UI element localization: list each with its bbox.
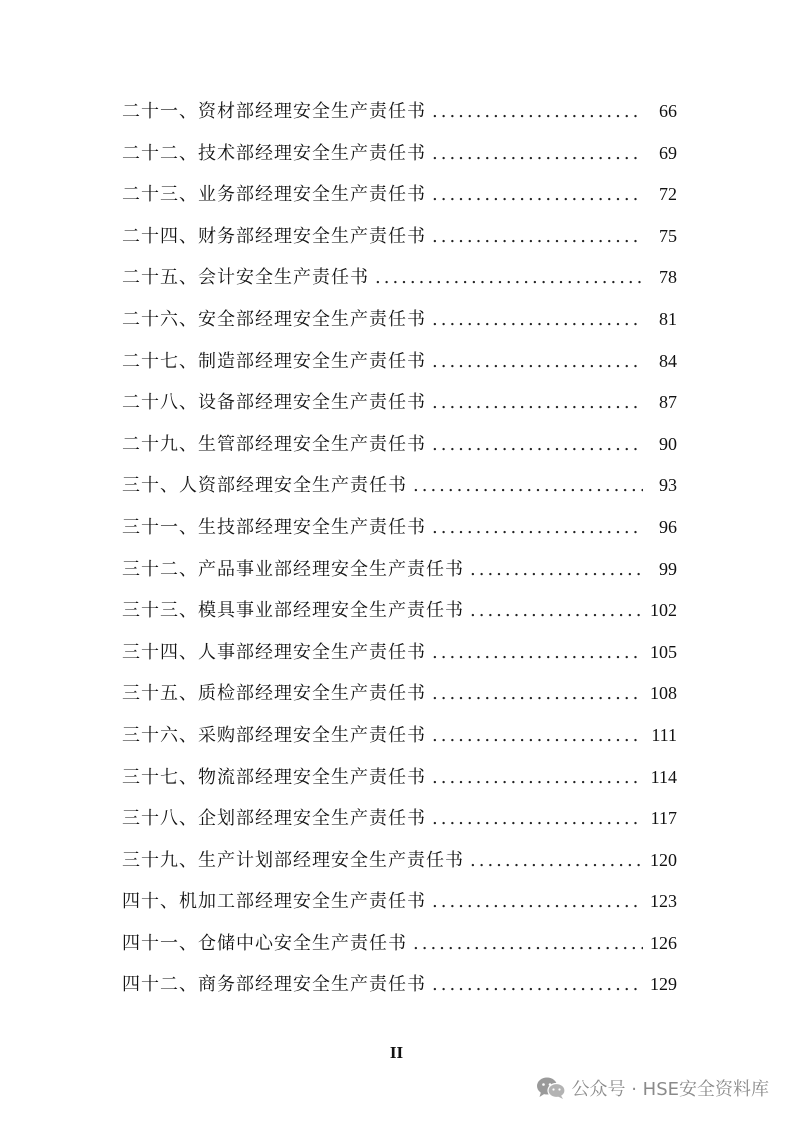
toc-entry-page: 105 [650, 641, 677, 662]
toc-dot-leader [413, 933, 643, 954]
toc-entry-title: 二十九、生管部经理安全生产责任书 [122, 433, 426, 455]
toc-dot-leader [413, 475, 643, 496]
toc-entry-title: 三十三、模具事业部经理安全生产责任书 [122, 600, 464, 622]
toc-entry[interactable] [122, 679, 677, 721]
toc-entry[interactable] [122, 305, 677, 347]
wechat-icon [536, 1076, 566, 1100]
toc-entry-page: 90 [659, 433, 677, 454]
toc-entry-page: 93 [659, 475, 677, 496]
toc-entry-page: 111 [651, 724, 677, 745]
toc-dot-leader [432, 101, 643, 122]
toc-entry-page: 75 [659, 225, 677, 246]
toc-entry-title: 二十七、制造部经理安全生产责任书 [122, 350, 426, 372]
toc-entry[interactable] [122, 555, 677, 597]
toc-dot-leader [432, 143, 643, 164]
toc-entry[interactable] [122, 180, 677, 222]
toc-entry-page: 87 [659, 392, 677, 413]
table-of-contents [122, 97, 677, 1012]
toc-entry[interactable] [122, 139, 677, 181]
toc-entry-title: 四十二、商务部经理安全生产责任书 [122, 974, 426, 996]
toc-dot-leader [375, 267, 643, 288]
toc-entry-title: 三十四、人事部经理安全生产责任书 [122, 641, 426, 663]
toc-entry[interactable] [122, 721, 677, 763]
toc-dot-leader [432, 767, 643, 788]
toc-entry-page: 126 [650, 932, 677, 953]
toc-entry-title: 二十三、业务部经理安全生产责任书 [122, 184, 426, 206]
toc-entry[interactable] [122, 638, 677, 680]
toc-entry-title: 二十四、财务部经理安全生产责任书 [122, 225, 426, 247]
toc-entry-page: 129 [650, 974, 677, 995]
watermark-text: 公众号 · HSE安全资料库 [571, 1079, 769, 1100]
toc-entry[interactable] [122, 596, 677, 638]
toc-entry[interactable] [122, 430, 677, 472]
toc-dot-leader [432, 184, 643, 205]
toc-dot-leader [432, 309, 643, 330]
toc-entry[interactable] [122, 846, 677, 888]
toc-entry-title: 二十一、资材部经理安全生产责任书 [122, 101, 426, 122]
toc-dot-leader [432, 808, 643, 829]
toc-entry-page: 96 [659, 516, 677, 537]
toc-entry[interactable] [122, 388, 677, 430]
toc-entry-page: 72 [659, 184, 677, 205]
toc-dot-leader [432, 683, 643, 704]
toc-dot-leader [470, 559, 643, 580]
toc-entry-page: 84 [659, 350, 677, 371]
toc-entry-title: 四十一、仓储中心安全生产责任书 [122, 932, 407, 954]
toc-entry-page: 102 [650, 600, 677, 621]
toc-entry-title: 二十八、设备部经理安全生产责任书 [122, 392, 426, 414]
toc-entry[interactable] [122, 970, 677, 1012]
toc-entry-title: 三十六、采购部经理安全生产责任书 [122, 724, 426, 746]
toc-entry[interactable] [122, 804, 677, 846]
toc-dot-leader [432, 226, 643, 247]
toc-entry[interactable] [122, 263, 677, 305]
toc-dot-leader [432, 974, 643, 995]
toc-entry[interactable] [122, 887, 677, 929]
toc-entry-title: 四十、机加工部经理安全生产责任书 [122, 891, 426, 913]
toc-entry-page: 66 [659, 101, 677, 121]
toc-entry-title: 三十、人资部经理安全生产责任书 [122, 475, 407, 497]
toc-entry[interactable] [122, 97, 677, 139]
toc-entry-page: 108 [650, 683, 677, 704]
toc-entry[interactable] [122, 222, 677, 264]
toc-dot-leader [470, 850, 643, 871]
toc-entry[interactable] [122, 929, 677, 971]
toc-entry-title: 三十一、生技部经理安全生产责任书 [122, 516, 426, 538]
toc-entry-page: 123 [650, 891, 677, 912]
toc-entry-page: 117 [650, 808, 677, 829]
watermark [536, 1075, 770, 1101]
toc-entry[interactable] [122, 513, 677, 555]
toc-entry-title: 二十五、会计安全生产责任书 [122, 267, 369, 289]
toc-entry-title: 三十八、企划部经理安全生产责任书 [122, 808, 426, 830]
toc-entry[interactable] [122, 471, 677, 513]
toc-dot-leader [432, 434, 643, 455]
toc-dot-leader [432, 642, 643, 663]
toc-entry-page: 69 [659, 142, 677, 163]
toc-entry-page: 81 [659, 308, 677, 329]
toc-entry-title: 三十七、物流部经理安全生产责任书 [122, 766, 426, 788]
toc-entry-page: 120 [650, 849, 677, 870]
toc-entry-page: 114 [650, 766, 677, 787]
toc-dot-leader [432, 891, 643, 912]
toc-dot-leader [432, 392, 643, 413]
toc-entry[interactable] [122, 347, 677, 389]
toc-dot-leader [432, 517, 643, 538]
toc-entry-title: 三十二、产品事业部经理安全生产责任书 [122, 558, 464, 580]
toc-entry[interactable] [122, 763, 677, 805]
toc-dot-leader [470, 600, 643, 621]
toc-entry-title: 二十六、安全部经理安全生产责任书 [122, 308, 426, 330]
toc-entry-title: 三十五、质检部经理安全生产责任书 [122, 683, 426, 705]
page-number: II [389, 1043, 404, 1062]
toc-entry-page: 99 [659, 558, 677, 579]
toc-entry-page: 78 [659, 267, 677, 288]
toc-dot-leader [432, 725, 643, 746]
toc-entry-title: 三十九、生产计划部经理安全生产责任书 [122, 849, 464, 871]
toc-entry-title: 二十二、技术部经理安全生产责任书 [122, 142, 426, 164]
toc-dot-leader [432, 351, 643, 372]
